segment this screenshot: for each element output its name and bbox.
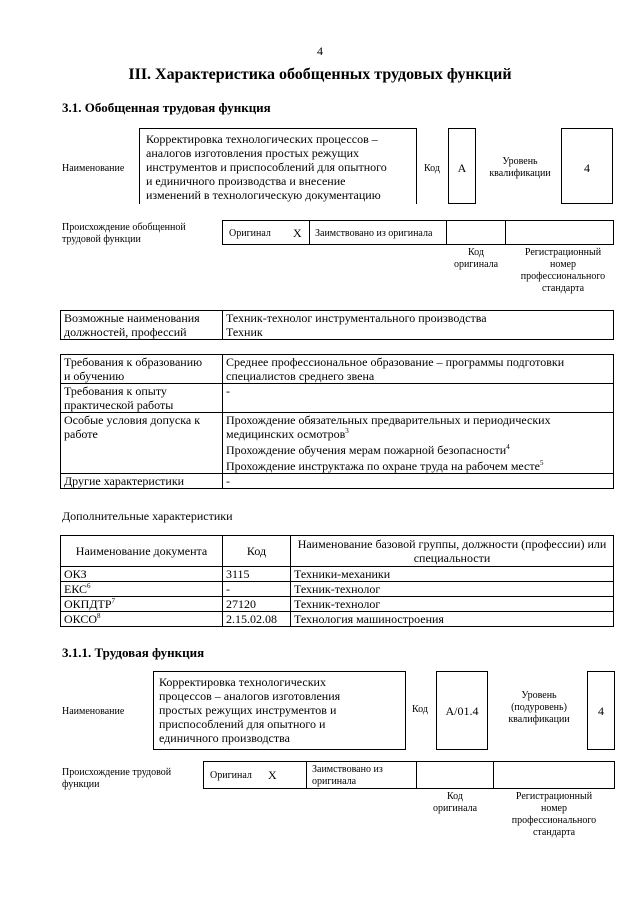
header-code: Код — [223, 536, 291, 567]
tf-level-label-line: квалификации — [508, 714, 570, 725]
gtf-code-orig-label — [446, 247, 506, 271]
divider — [416, 762, 417, 788]
tf-origin-label-line: Происхождение трудовой — [62, 767, 172, 778]
gtf-code-box — [448, 128, 476, 204]
gtf-name-line: и единичного производства и внесение — [146, 174, 346, 188]
tf-heading: 3.1.1. Трудовая функция — [62, 645, 205, 660]
tf-origin-label-line: функции — [62, 779, 100, 790]
req-value-text: Прохождение обучения мерам пожарной безопасности — [226, 443, 507, 457]
gtf-borrowed-label: Заимствовано из оригинала — [315, 228, 433, 239]
req-value-line — [226, 459, 610, 473]
additional-heading: Дополнительные характеристики — [62, 509, 233, 523]
req-value-line: - — [226, 474, 230, 488]
req-label-line: Требования к опыту — [64, 384, 167, 398]
req-value-line: - — [226, 384, 230, 398]
req-label-line: работе — [64, 427, 98, 441]
table-row — [61, 355, 614, 384]
divider — [505, 221, 506, 244]
footnote-mark: 3 — [345, 427, 349, 435]
tf-name-line: простых режущих инструментов и — [159, 703, 337, 717]
footnote-mark: 7 — [111, 597, 116, 605]
name-cell: Технология машиностроения — [291, 612, 614, 627]
gtf-reg-line: профессионального — [520, 271, 606, 282]
tf-borrowed-line: Заимствовано из — [312, 764, 383, 775]
footnote-mark: 8 — [97, 612, 101, 620]
req-label-line: практической работы — [64, 398, 174, 412]
positions-table — [60, 310, 614, 340]
tf-reg-line: профессионального — [511, 815, 597, 826]
table-row — [61, 384, 614, 413]
gtf-level: 4 — [584, 161, 590, 175]
gtf-name-label: Наименование — [62, 163, 125, 174]
tf-level: 4 — [598, 704, 604, 718]
tf-reg-label — [496, 791, 612, 839]
tf-original-label: Оригинал — [210, 770, 252, 781]
tf-reg-line: стандарта — [532, 827, 576, 838]
tf-borrowed-line: оригинала — [312, 776, 357, 787]
position-value: Техник — [226, 325, 263, 339]
code-cell: 2.15.02.08 — [223, 612, 291, 627]
tf-level-box — [587, 671, 615, 750]
code-cell: - — [223, 582, 291, 597]
req-value — [223, 355, 614, 384]
tf-origin-label — [62, 767, 171, 791]
gtf-code-orig-line: оригинала — [453, 259, 499, 270]
page-number: 4 — [317, 44, 323, 58]
req-value-line: специалистов среднего звена — [226, 369, 375, 383]
table-row — [61, 582, 614, 597]
gtf-name-line: изменений в технологическую документацию — [146, 188, 381, 202]
tf-code: A/01.4 — [445, 704, 479, 718]
gtf-origin-row — [222, 220, 614, 245]
footnote-mark: 4 — [506, 443, 510, 451]
gtf-reg-line: Регистрационный — [524, 247, 602, 258]
gtf-level-label — [480, 156, 560, 180]
gtf-level-box — [561, 128, 613, 204]
code-cell: 27120 — [223, 597, 291, 612]
table-row — [61, 567, 614, 582]
gtf-level-label-line: квалификации — [489, 168, 551, 179]
header-name: Наименование базовой группы, должности (профессии) или специальности — [291, 536, 614, 567]
doc-name: ОКСО — [64, 612, 98, 626]
gtf-name-box — [139, 128, 417, 204]
doc-cell — [61, 567, 223, 582]
footnote-mark: 6 — [87, 582, 91, 590]
doc-cell — [61, 582, 223, 597]
name-cell: Техник-технолог — [291, 597, 614, 612]
divider — [446, 221, 447, 244]
req-label-line: Другие характеристики — [64, 474, 185, 488]
positions-values — [223, 311, 614, 340]
tf-reg-line: Регистрационный — [515, 791, 593, 802]
doc-name: ОКЗ — [64, 567, 87, 581]
tf-code-orig-line: Код — [447, 791, 463, 802]
req-value — [223, 474, 614, 489]
table-row — [61, 612, 614, 627]
gtf-original-mark: X — [293, 226, 302, 240]
req-value-line — [226, 443, 610, 457]
req-value-line — [226, 427, 610, 441]
tf-code-orig-line: оригинала — [432, 803, 478, 814]
table-row — [61, 597, 614, 612]
req-value-text: медицинских осмотров — [226, 427, 346, 441]
req-label-line: и обучению — [64, 369, 125, 383]
divider — [309, 221, 310, 244]
positions-label-line: Возможные наименования — [64, 311, 200, 325]
gtf-name-line: аналогов изготовления простых режущих — [146, 146, 359, 160]
table-header-row — [61, 536, 614, 567]
gtf-code-orig-line: Код — [468, 247, 484, 258]
tf-reg-line: номер — [541, 803, 567, 814]
table-row — [61, 413, 614, 474]
gtf-name-line: инструментов и приспособлений для опытного — [146, 160, 387, 174]
positions-label-line: должностей, профессий — [64, 325, 187, 339]
req-label-line: Особые условия допуска к — [64, 413, 201, 427]
name-cell: Техник-технолог — [291, 582, 614, 597]
req-label — [61, 413, 223, 474]
gtf-name-line: Корректировка технологических процессов – — [146, 132, 378, 146]
tf-origin-row — [203, 761, 615, 789]
tf-original-mark: X — [268, 768, 277, 782]
additional-table — [60, 535, 614, 627]
tf-name-label: Наименование — [62, 706, 125, 717]
req-label — [61, 384, 223, 413]
tf-code-label: Код — [412, 704, 428, 715]
gtf-original-label: Оригинал — [229, 228, 271, 239]
divider — [306, 762, 307, 788]
req-value-line: Прохождение обязательных предварительных и периодических — [226, 413, 551, 427]
tf-code-box — [436, 671, 488, 750]
doc-cell — [61, 612, 223, 627]
tf-borrowed-label — [312, 764, 383, 788]
tf-level-label-line: (подуровень) — [511, 702, 567, 713]
req-label-line: Требования к образованию — [64, 355, 203, 369]
doc-cell — [61, 597, 223, 612]
name-cell: Техники-механики — [291, 567, 614, 582]
tf-name-line: приспособлений для опытного и — [159, 717, 326, 731]
tf-level-label — [494, 690, 584, 726]
gtf-reg-line: стандарта — [541, 283, 585, 294]
tf-name-box — [153, 671, 406, 750]
gtf-origin-label-line: Происхождение обобщенной — [62, 222, 186, 233]
footnote-mark: 5 — [539, 459, 544, 467]
gtf-reg-line: номер — [550, 259, 576, 270]
req-label — [61, 474, 223, 489]
gtf-reg-label — [510, 247, 616, 295]
requirements-table — [60, 354, 614, 489]
tf-code-orig-label — [420, 791, 490, 815]
tf-name-line: процессов – аналогов изготовления — [159, 689, 341, 703]
positions-label — [61, 311, 223, 340]
doc-name: ОКПДТР — [64, 597, 112, 611]
gtf-origin-label — [62, 222, 186, 246]
tf-level-label-line: Уровень — [521, 690, 557, 701]
tf-name-line: Корректировка технологических — [159, 675, 326, 689]
code-cell: 3115 — [223, 567, 291, 582]
req-label — [61, 355, 223, 384]
position-value: Техник-технолог инструментального производства — [226, 311, 487, 325]
gtf-level-label-line: Уровень — [502, 156, 538, 167]
gtf-code: A — [457, 161, 467, 175]
divider — [493, 762, 494, 788]
header-doc: Наименование документа — [61, 536, 223, 567]
doc-name: ЕКС — [64, 582, 88, 596]
req-value-text: Прохождение инструктажа по охране труда на рабочем месте — [226, 459, 540, 473]
gtf-origin-label-line: трудовой функции — [62, 234, 141, 245]
section-title: III. Характеристика обобщенных трудовых функций — [128, 66, 512, 83]
req-value-line: Среднее профессиональное образование – программы подготовки — [226, 355, 565, 369]
gtf-code-label: Код — [424, 163, 440, 174]
tf-name-line: единичного производства — [159, 731, 290, 745]
req-value — [223, 413, 614, 474]
gtf-heading: 3.1. Обобщенная трудовая функция — [62, 100, 271, 115]
req-value — [223, 384, 614, 413]
table-row — [61, 474, 614, 489]
table-row — [61, 311, 614, 340]
